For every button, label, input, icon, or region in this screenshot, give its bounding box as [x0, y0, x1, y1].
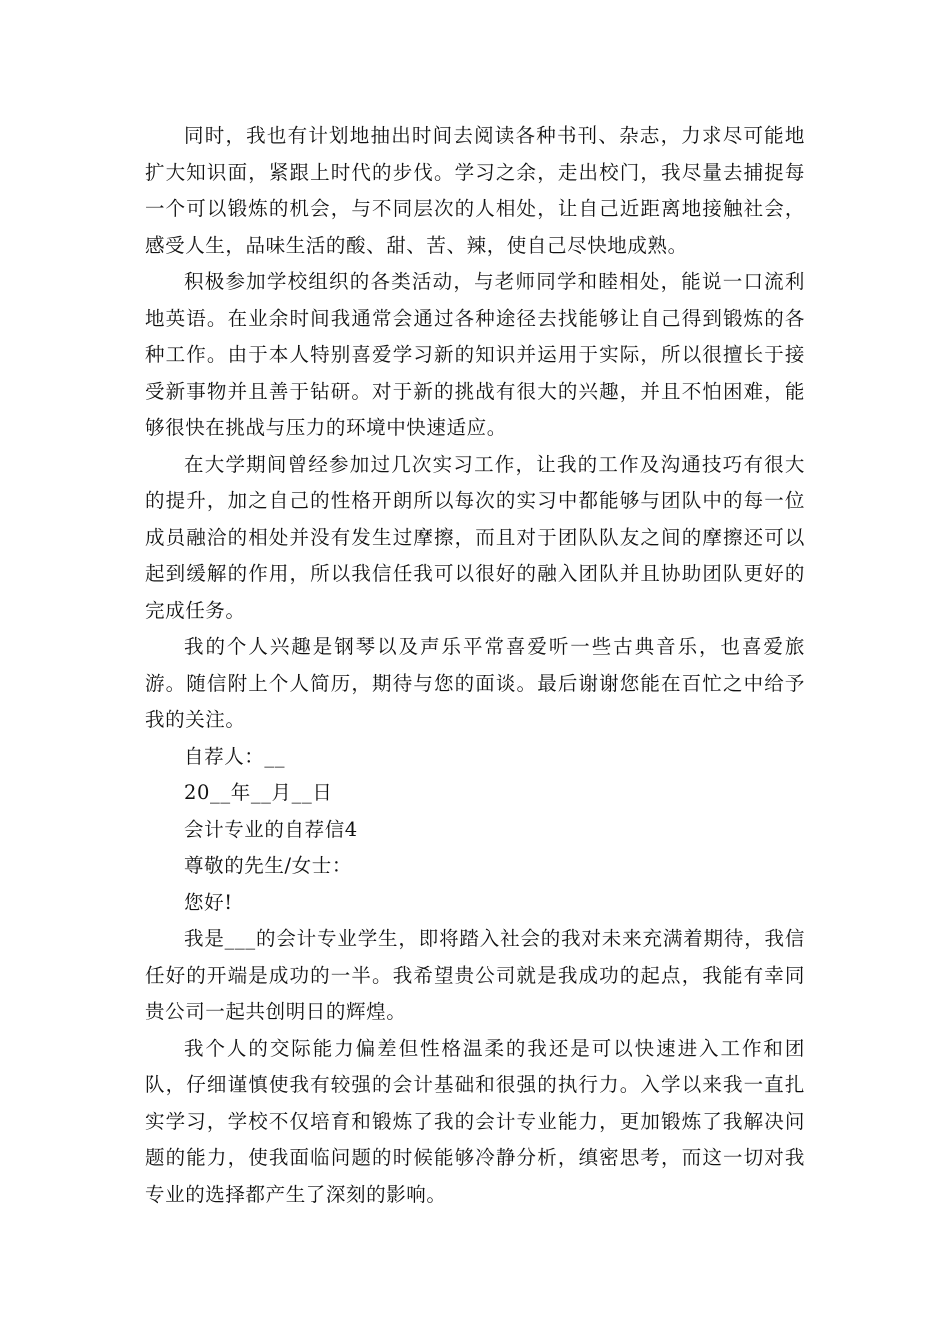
signature-line: 自荐人：__	[184, 744, 286, 768]
greeting: 您好!	[184, 890, 233, 914]
salutation: 尊敬的先生/女士：	[184, 854, 352, 877]
paragraph-interests: 我的个人兴趣是钢琴以及声乐平常喜爱听一些古典音乐，也喜爱旅游。随信附上个人简历，期待与您的面谈。最后谢谢您能在百忙之中给予我的关注。	[145, 635, 805, 731]
paragraph-introduction: 我是___的会计专业学生，即将踏入社会的我对未来充满着期待，我信任好的开端是成功的一半。我希望贵公司就是我成功的起点，我能有幸同贵公司一起共创明日的辉煌。	[145, 927, 805, 1023]
letter-title: 会计专业的自荐信4	[184, 817, 358, 841]
date-line: 20__年__月__日	[184, 781, 333, 804]
paragraph-internship: 在大学期间曾经参加过几次实习工作，让我的工作及沟通技巧有很大的提升，加之自己的性格开朗所以每次的实习中都能够与团队中的每一位成员融洽的相处并没有发生过摩擦，而且对于团队队友之间的摩擦还可以起到缓解的作用，所以我信任我可以很好的融入团队并且协助团队更好的完成任务。	[145, 452, 805, 622]
paragraph-reading: 同时，我也有计划地抽出时间去阅读各种书刊、杂志，力求尽可能地扩大知识面，紧跟上时代的步伐。学习之余，走出校门，我尽量去捕捉每一个可以锻炼的机会，与不同层次的人相处，让自己近距离地接触社会，感受人生，品味生活的酸、甜、苦、辣，使自己尽快地成熟。	[145, 124, 805, 257]
document-body	[145, 118, 805, 1213]
paragraph-activities: 积极参加学校组织的各类活动，与老师同学和睦相处，能说一口流利地英语。在业余时间我通常会通过各种途径去找能够让自己得到锻炼的各种工作。由于本人特别喜爱学习新的知识并运用于实际，所以很擅长于接受新事物并且善于钻研。对于新的挑战有很大的兴趣，并且不怕困难，能够很快在挑战与压力的环境中快速适应。	[145, 270, 805, 439]
paragraph-abilities: 我个人的交际能力偏差但性格温柔的我还是可以快速进入工作和团队，仔细谨慎使我有较强的会计基础和很强的执行力。入学以来我一直扎实学习，学校不仅培育和锻炼了我的会计专业能力，更加锻炼了我解决问题的能力，使我面临问题的时候能够冷静分析，缜密思考，而这一切对我专业的选择都产生了深刻的影响。	[145, 1036, 805, 1206]
